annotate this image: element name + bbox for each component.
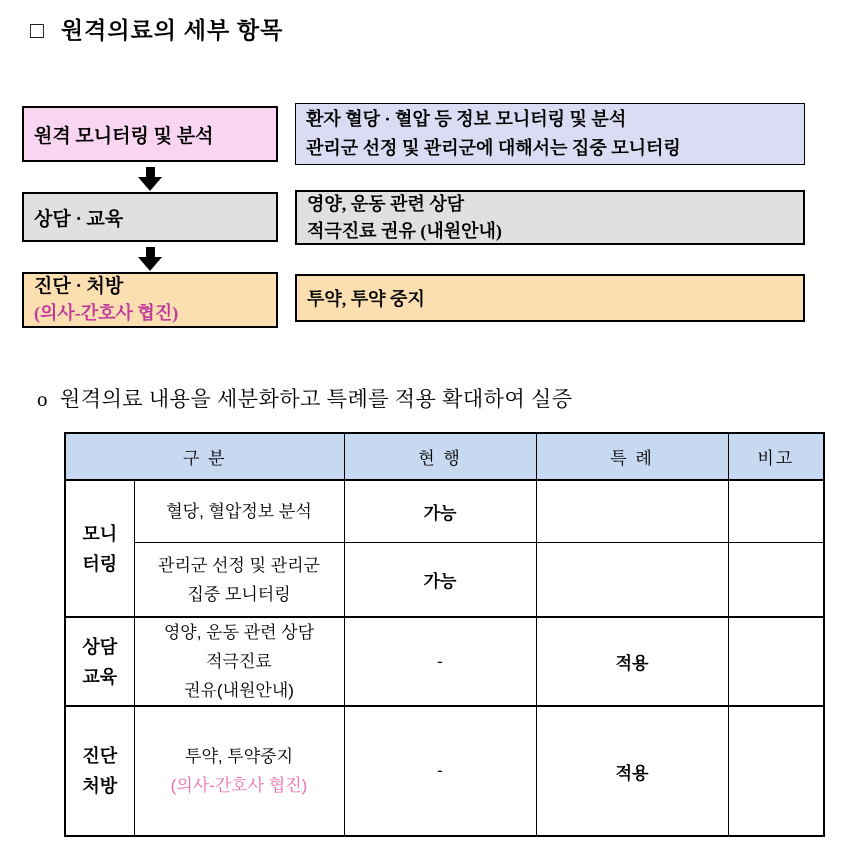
down-arrow-icon: [138, 247, 162, 271]
flow-box-diagnosis: [22, 272, 278, 328]
special-cell: 적용: [536, 617, 728, 706]
item-cell: [134, 617, 344, 706]
item-cell: [134, 543, 344, 618]
current-cell: -: [344, 706, 536, 836]
down-arrow-icon: [138, 167, 162, 191]
note-cell: [728, 543, 824, 618]
note-cell: [728, 480, 824, 543]
flow-box-monitoring: [22, 106, 278, 162]
group-label-line: 터링: [82, 553, 118, 574]
group-cell-counseling: [65, 617, 134, 706]
special-cell: [536, 480, 728, 543]
flow-detail-line: 투약, 투약 중지: [307, 289, 425, 309]
flow-box-counseling-label: 상담 · 교육: [34, 208, 124, 230]
group-label-line: 진단: [82, 746, 118, 766]
page-title-text: 원격의료의 세부 항목: [60, 18, 284, 43]
item-line: 집중 모니터링: [187, 584, 291, 604]
item-cell: [134, 480, 344, 543]
group-label-line: 모니: [82, 523, 118, 544]
arrow-head: [138, 257, 162, 271]
item-line: 영양, 운동 관련 상담: [163, 623, 315, 642]
table-row-counseling: [65, 617, 824, 706]
item-subline-collab: (의사-간호사 협진): [170, 775, 308, 795]
table-header-row: [65, 433, 824, 480]
circle-bullet: o: [37, 387, 48, 411]
table-row-diagnosis: [65, 706, 824, 836]
item-line: 적극진료: [206, 652, 272, 671]
group-label-line: 교육: [82, 666, 118, 687]
special-cell: 적용: [536, 706, 728, 836]
page-title: [30, 12, 283, 45]
flow-detail-monitoring: [295, 103, 805, 165]
flow-detail-line: 관리군 선정 및 관리군에 대해서는 집중 모니터링: [306, 138, 681, 158]
flow-box-monitoring-label: 원격 모니터링 및 분석: [34, 125, 214, 147]
telemedicine-spec-table: [64, 432, 825, 837]
group-cell-monitoring: [65, 480, 134, 617]
item-line: 관리군 선정 및 관리군: [158, 555, 320, 575]
square-bullet-icon: □: [30, 18, 45, 43]
flow-detail-counseling: [295, 190, 805, 245]
section-heading: [37, 383, 573, 413]
flow-detail-line: 적극진료 권유 (내원안내): [307, 220, 502, 241]
arrow-stem: [146, 247, 155, 257]
flow-box-diagnosis-label: 진단 · 처방: [34, 276, 124, 297]
table-row-monitoring-1: [65, 480, 824, 543]
special-cell: [536, 543, 728, 618]
column-header-category: 구 분: [65, 433, 344, 480]
flow-box-diagnosis-sublabel: (의사-간호사 협진): [34, 303, 179, 323]
note-cell: [728, 706, 824, 836]
column-header-special: 특 례: [536, 433, 728, 480]
arrow-stem: [146, 167, 155, 177]
column-header-note: 비고: [728, 433, 824, 480]
group-label-line: 처방: [82, 776, 118, 796]
arrow-head: [138, 177, 162, 191]
current-cell: -: [344, 617, 536, 706]
table-row-monitoring-2: [65, 543, 824, 618]
flow-box-counseling: [22, 192, 278, 242]
column-header-current: 현 행: [344, 433, 536, 480]
group-cell-diagnosis: [65, 706, 134, 836]
current-cell: 가능: [344, 480, 536, 543]
note-cell: [728, 617, 824, 706]
section-heading-text: 원격의료 내용을 세분화하고 특례를 적용 확대하여 실증: [60, 387, 573, 411]
flow-detail-line: 환자 혈당 · 혈압 등 정보 모니터링 및 분석: [306, 109, 627, 129]
group-label-line: 상담: [82, 636, 118, 657]
current-cell: 가능: [344, 543, 536, 618]
flow-detail-line: 영양, 운동 관련 상담: [307, 193, 465, 214]
item-line: 투약, 투약중지: [185, 746, 293, 766]
item-line: 권유(내원안내): [184, 681, 294, 700]
item-line: 혈당, 혈압정보 분석: [166, 502, 312, 521]
flow-detail-diagnosis: [295, 274, 805, 322]
item-cell: [134, 706, 344, 836]
